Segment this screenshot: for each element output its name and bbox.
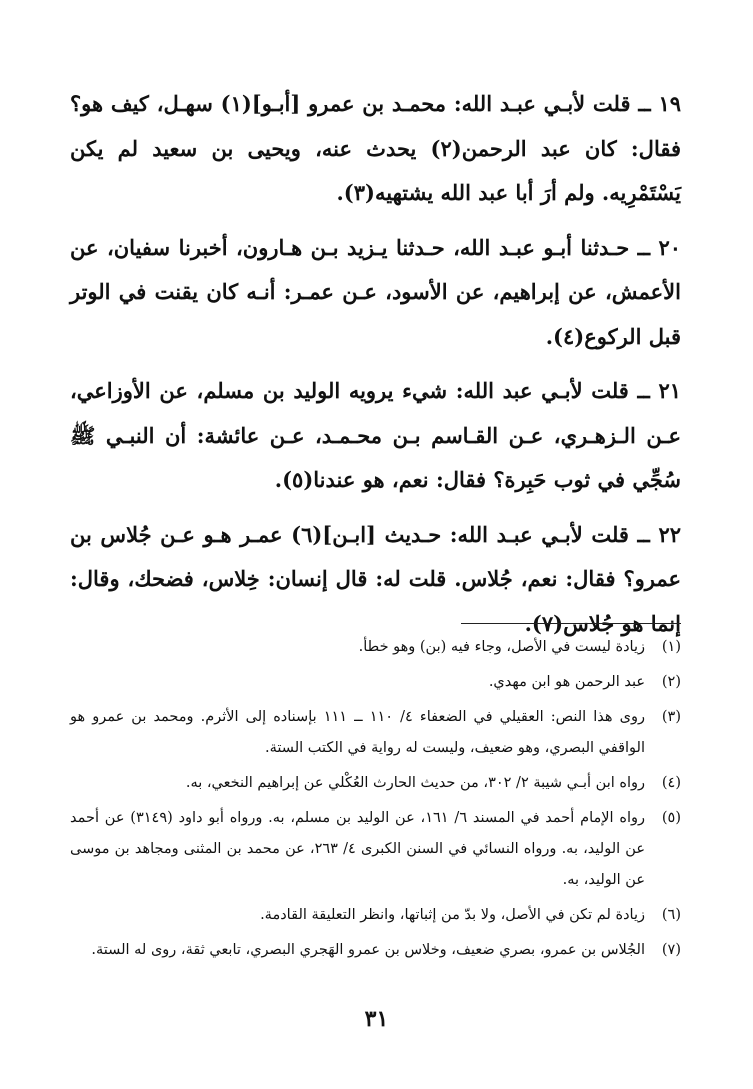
footnote-1 — [70, 632, 681, 663]
paragraph-19: ١٩ ــ قلت لأبـي عبـد الله: محمـد بن عمرو [أبـو](١) سهـل، كيف هو؟ فقال: كان عبد الرحمن(٢) يحدث عنه، ويحيى بن سعيد لم يكن يَسْتَمْرِيه. ولم أرَ أبا عبد الله يشتهيه(٣). — [70, 91, 682, 205]
footnote-2 — [70, 667, 681, 698]
footnote-3 — [70, 702, 681, 764]
footnote-text: رواه الإمام أحمد في المسند ٦/ ١٦١، عن الوليد بن مسلم، به. ورواه أبو داود (٣١٤٩) عن أحمد عن الوليد، به. ورواه النسائي في السنن الكبرى ٤/ ٢٦٣، عن محمد بن المثنى ومجاهد بن موسى عن الوليد، به. — [70, 810, 646, 888]
footnote-number: (١) — [661, 639, 681, 655]
footnote-text: عبد الرحمن هو ابن مهدي. — [488, 674, 645, 690]
footnote-number: (٢) — [661, 674, 681, 690]
paragraph-22: ٢٢ ــ قلت لأبـي عبـد الله: حـديث [ابـن](٦) عمـر هـو عـن جُلاس بن عمرو؟ فقال: نعم، جُلاس. قلت له: قال إنسان: خِلاس، فضحك، وقال: إنما هو جُلاس(٧). — [70, 521, 682, 636]
page-number: ٣١ — [364, 1006, 389, 1032]
footnote-text: زيادة ليست في الأصل، وجاء فيه (بن) وهو خطأ. — [358, 639, 645, 655]
main-text — [70, 82, 681, 656]
footnote-number: (٤) — [661, 775, 681, 791]
footnote-number: (٦) — [661, 907, 681, 923]
paragraph-21: ٢١ ــ قلت لأبـي عبد الله: شيء يرويه الوليد بن مسلم، عن الأوزاعي، عـن الـزهـري، عـن القـاسم بـن محـمـد، عـن عائشة: أن النبـي ﷺ سُجِّي في ثوب حَبِرة؟ فقال: نعم، هو عندنا(٥). — [70, 378, 681, 492]
footnote-number: (٣) — [661, 709, 681, 725]
footnote-text: الجُلاس بن عمرو، بصري ضعيف، وخلاس بن عمرو الهَجري البصري، تابعي ثقة، روى له الستة. — [91, 942, 645, 958]
footnote-7 — [70, 935, 681, 966]
footnote-text: روى هذا النص: العقيلي في الضعفاء ٤/ ١١٠ ــ ١١١ بإسناده إلى الأثرم. ومحمد بن عمرو هو الواقفي البصري، وهو ضعيف، وليست له رواية في الكتب الستة. — [70, 709, 645, 756]
footnote-5 — [70, 803, 681, 896]
footnote-4 — [70, 768, 681, 799]
footnote-divider — [461, 623, 681, 624]
footnote-number: (٧) — [661, 942, 681, 958]
footnote-text: زيادة لم تكن في الأصل، ولا بدّ من إثباتها، وانظر التعليقة القادمة. — [260, 907, 645, 923]
footnote-number: (٥) — [661, 810, 681, 826]
footnotes — [70, 632, 681, 970]
paragraph-20: ٢٠ ــ حـدثنا أبـو عبـد الله، حـدثنا يـزيد بـن هـارون، أخبرنا سفيان، عن الأعمش، عن إبراهيم، عن الأسود، عـن عمـر: أنـه كان يقنت في الوتر قبل الركوع(٤). — [70, 234, 681, 349]
footnote-6 — [70, 900, 681, 931]
footnote-text: رواه ابن أبـي شيبة ٢/ ٣٠٢، من حديث الحارث العُكْلي عن إبراهيم النخعي، به. — [185, 775, 645, 791]
